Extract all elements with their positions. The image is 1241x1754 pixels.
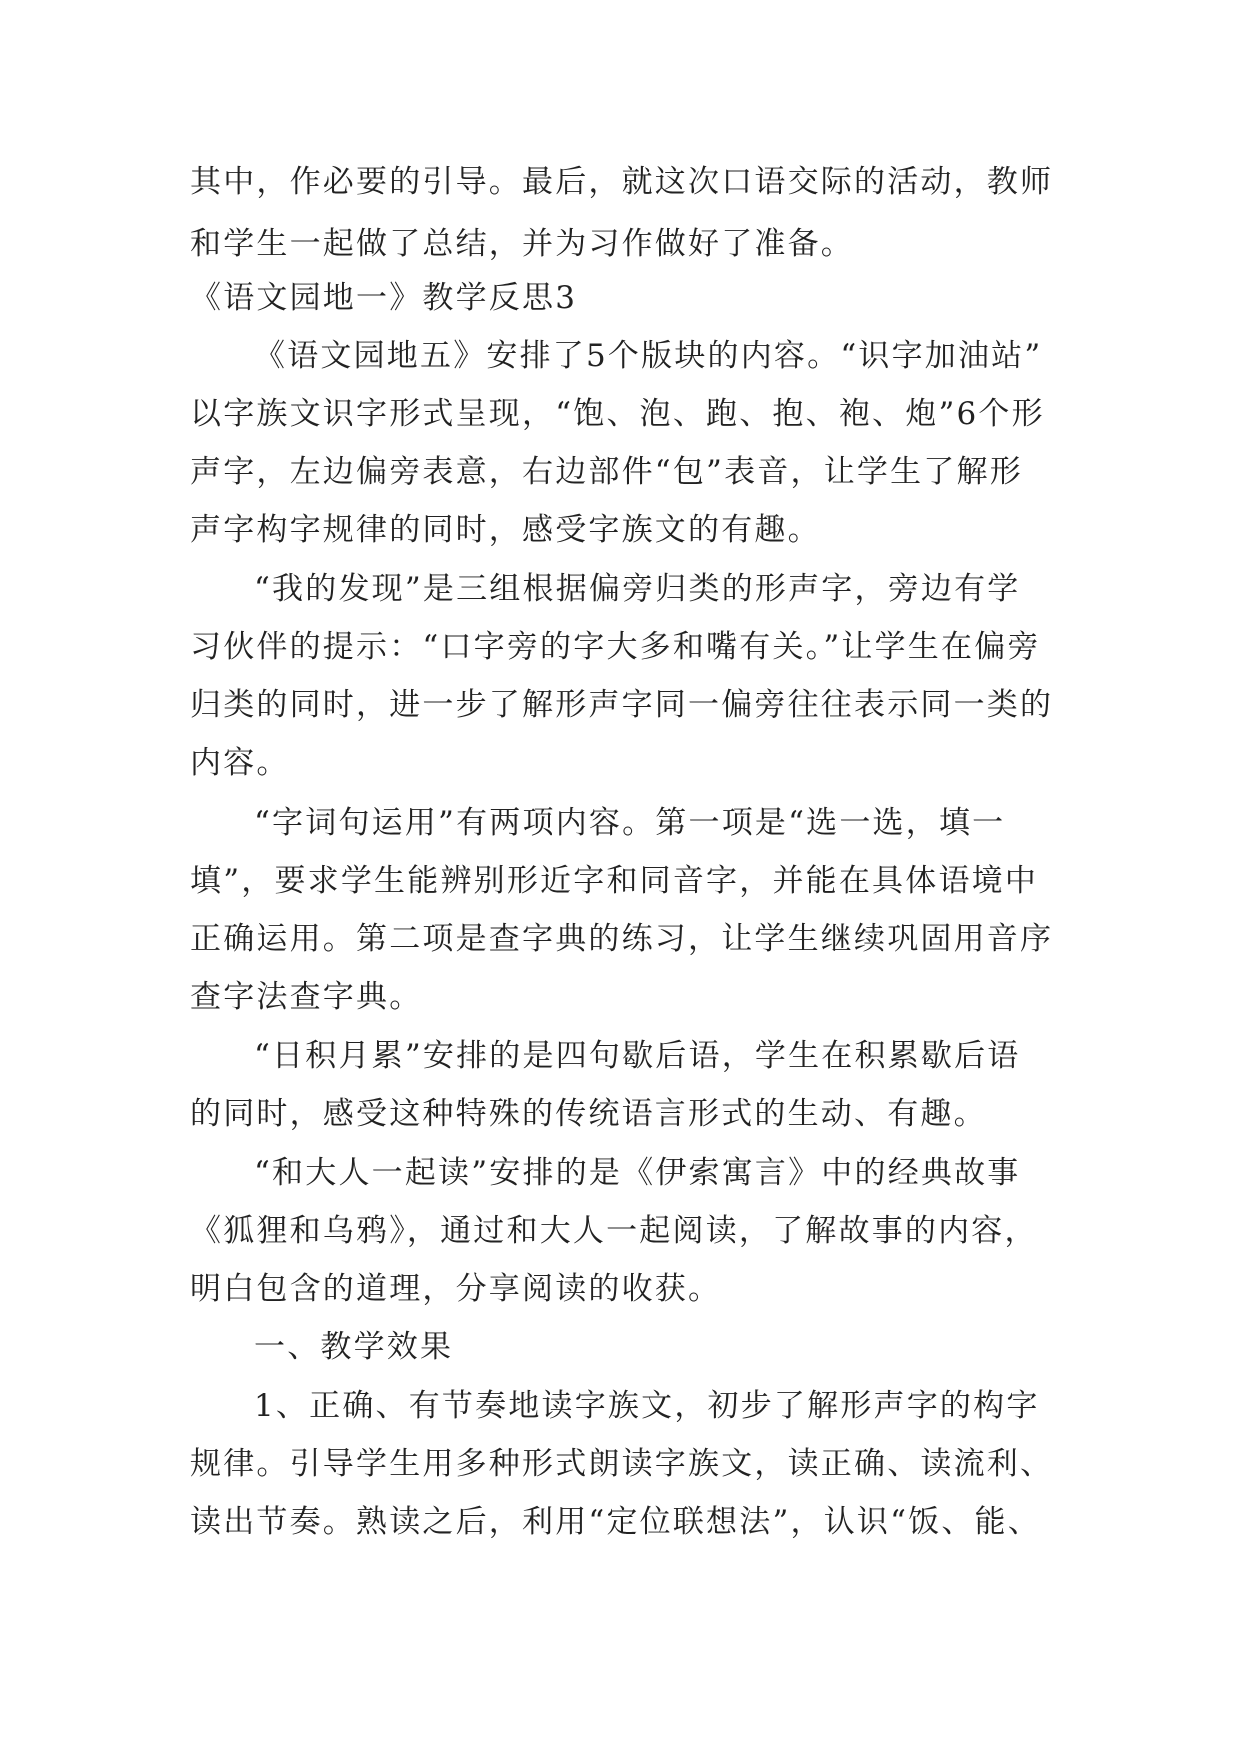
text-line: 声字，左边偏旁表意，右边部件“包”表音，让学生了解形 <box>190 454 1023 490</box>
text-line: “日积月累”安排的是四句歇后语，学生在积累歇后语 <box>254 1038 1021 1074</box>
text-line: 的同时，感受这种特殊的传统语言形式的生动、有趣。 <box>190 1096 987 1132</box>
text-line: 习伙伴的提示：“口字旁的字大多和嘴有关。”让学生在偏旁 <box>190 629 1041 665</box>
text-line: 明白包含的道理，分享阅读的收获。 <box>190 1271 722 1307</box>
text-line: 和学生一起做了总结，并为习作做好了准备。 <box>190 226 854 262</box>
text-line: “我的发现”是三组根据偏旁归类的形声字，旁边有学 <box>254 571 1021 607</box>
text-line: “和大人一起读”安排的是《伊索寓言》中的经典故事 <box>254 1155 1021 1191</box>
text-line: 正确运用。第二项是查字典的练习，让学生继续巩固用音序 <box>190 921 1054 957</box>
text-line: “字词句运用”有两项内容。第一项是“选一选，填一 <box>254 805 1006 841</box>
text-line: 其中，作必要的引导。最后，就这次口语交际的活动，教师 <box>190 164 1054 200</box>
text-line: 1、正确、有节奏地读字族文，初步了解形声字的构字 <box>254 1388 1040 1424</box>
section-title: 《语文园地一》教学反思3 <box>190 280 578 316</box>
text-line: 内容。 <box>190 745 290 781</box>
section-heading: 一、教学效果 <box>254 1329 454 1365</box>
text-line: 填”，要求学生能辨别形近字和同音字，并能在具体语境中 <box>190 863 1039 899</box>
text-line: 《语文园地五》安排了5个版块的内容。“识字加油站” <box>254 338 1043 374</box>
text-line: 归类的同时，进一步了解形声字同一偏旁往往表示同一类的 <box>190 687 1054 723</box>
text-line: 声字构字规律的同时，感受字族文的有趣。 <box>190 512 821 548</box>
text-line: 读出节奏。熟读之后，利用“定位联想法”，认识“饭、能、 <box>190 1504 1041 1540</box>
text-line: 以字族文识字形式呈现，“饱、泡、跑、抱、袍、炮”6个形 <box>190 396 1045 432</box>
text-line: 规律。引导学生用多种形式朗读字族文，读正确、读流利、 <box>190 1446 1054 1482</box>
text-line: 《狐狸和乌鸦》，通过和大人一起阅读，了解故事的内容， <box>190 1213 1038 1249</box>
text-line: 查字法查字典。 <box>190 979 423 1015</box>
